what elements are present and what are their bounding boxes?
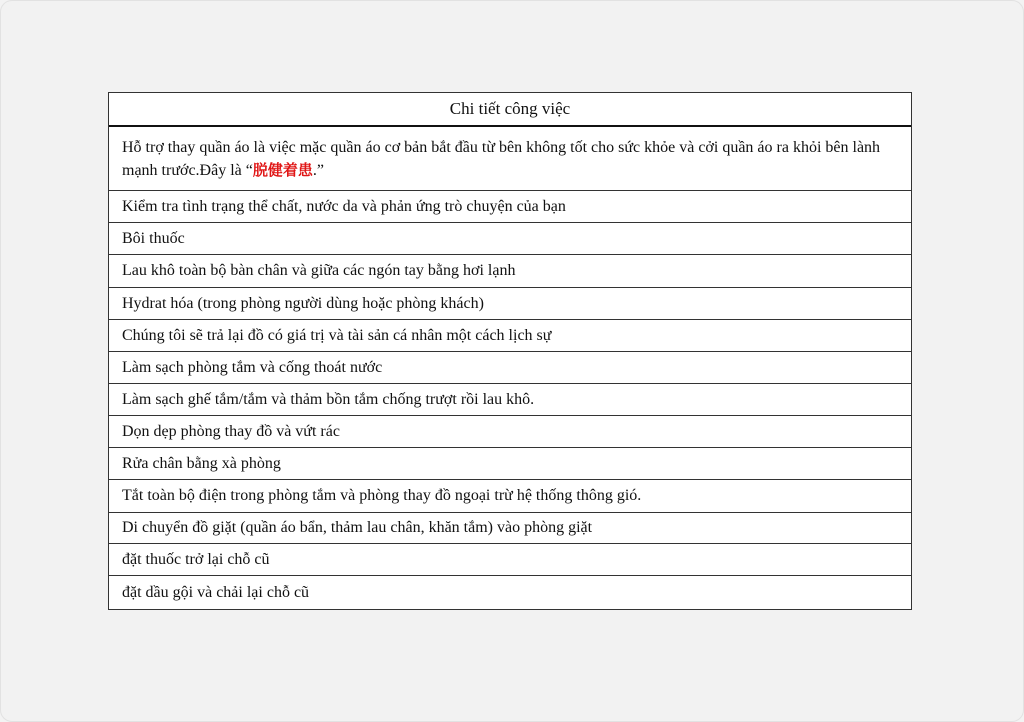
table-row: Bôi thuốc [109, 223, 911, 255]
table-row: Kiểm tra tình trạng thể chất, nước da và phản ứng trò chuyện của bạn [109, 191, 911, 223]
table-row: Làm sạch phòng tắm và cống thoát nước [109, 352, 911, 384]
task-details-table [108, 92, 912, 610]
table-row-intro [109, 127, 911, 191]
intro-highlight: 脱健着患 [252, 161, 313, 179]
table-row: đặt thuốc trở lại chỗ cũ [109, 544, 911, 576]
table-row: Làm sạch ghế tắm/tắm và thảm bồn tắm chống trượt rồi lau khô. [109, 384, 911, 416]
table-row: Di chuyển đồ giặt (quần áo bẩn, thảm lau chân, khăn tắm) vào phòng giặt [109, 513, 911, 544]
table-row: Tắt toàn bộ điện trong phòng tắm và phòng thay đồ ngoại trừ hệ thống thông gió. [109, 480, 911, 513]
table-row: Rửa chân bằng xà phòng [109, 448, 911, 480]
intro-text [122, 137, 901, 182]
intro-text-before: Hỗ trợ thay quần áo là việc mặc quần áo cơ bản bắt đầu từ bên không tốt cho sức khỏe và cởi quần áo ra khỏi bên lành mạnh trước.Đây là “ [122, 139, 881, 179]
table-row: Hydrat hóa (trong phòng người dùng hoặc phòng khách) [109, 288, 911, 320]
table-row: đặt dầu gội và chải lại chỗ cũ [122, 583, 310, 601]
intro-text-after: .” [312, 162, 324, 179]
table-row: Chúng tôi sẽ trả lại đồ có giá trị và tài sản cá nhân một cách lịch sự [109, 320, 911, 352]
table-header: Chi tiết công việc [109, 93, 911, 127]
table-row: Lau khô toàn bộ bàn chân và giữa các ngón tay bằng hơi lạnh [109, 255, 911, 288]
table-row: Dọn dẹp phòng thay đồ và vứt rác [109, 416, 911, 448]
